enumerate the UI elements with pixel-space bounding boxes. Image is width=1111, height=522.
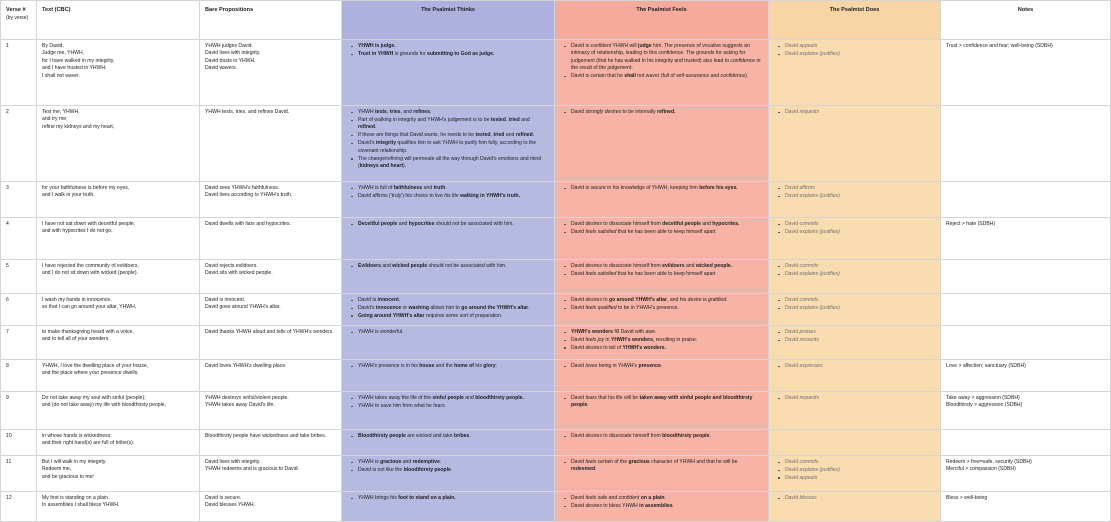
feels-item: David is certain that he shall not waver (full of self-assurance and confidence). bbox=[567, 73, 763, 80]
verse-text-line: I wash my hands in innocence, bbox=[42, 297, 112, 303]
thinks-item: YHWH takes away the life of the sinful people and bloodthirsty people. bbox=[354, 395, 549, 402]
cell-psalmist-thinks bbox=[342, 456, 555, 492]
cell-bare-propositions bbox=[200, 218, 342, 260]
cell-psalmist-feels bbox=[555, 326, 769, 360]
verse-text-line: I have rejected the community of evildoers, bbox=[42, 263, 139, 269]
does-item-list bbox=[774, 109, 935, 116]
cell-verse-text bbox=[37, 430, 200, 456]
cell-verse-number: 8 bbox=[1, 360, 37, 392]
feels-item: David is secure in his knowledge of YHWH, keeping him before his eyes. bbox=[567, 185, 763, 192]
column-header-verse bbox=[1, 1, 37, 40]
feels-item: David feels satisfied that he has been able to keep himself apart bbox=[567, 271, 763, 278]
column-header-psalmist-does: The Psalmist Does bbox=[769, 1, 941, 40]
thinks-item-list bbox=[347, 459, 549, 474]
verse-text-line: In assemblies I shall bless YHWH. bbox=[42, 502, 120, 509]
feels-item: David feels satisfied that he has been able to keep himself apart bbox=[567, 229, 763, 236]
feels-item-list bbox=[560, 297, 763, 312]
cell-verse-number: 12 bbox=[1, 492, 37, 522]
cell-bare-propositions bbox=[200, 182, 342, 218]
feels-item-list bbox=[560, 221, 763, 236]
does-item: David recounts bbox=[781, 337, 935, 344]
feels-item: David desires to dissociate himself from bloodthirsty people. bbox=[567, 433, 763, 440]
thinks-item: YHWH is wonderful. bbox=[354, 329, 549, 336]
does-item: David explains (justifies) bbox=[781, 305, 935, 312]
verse-text-line: to make thanksgiving heard with a voice, bbox=[42, 329, 134, 335]
cell-psalmist-feels bbox=[555, 182, 769, 218]
thinks-item: Deceitful people and hypocrites should not be associated with him. bbox=[354, 221, 549, 228]
cell-bare-propositions bbox=[200, 492, 342, 522]
thinks-item-list bbox=[347, 185, 549, 200]
cell-verse-text bbox=[37, 260, 200, 294]
bare-proposition-line: YHWH destroys sinful/violent people. bbox=[205, 395, 289, 401]
bare-proposition-line: David is innocent. bbox=[205, 297, 246, 303]
bare-proposition-line: David loves YHWH's dwelling place. bbox=[205, 363, 287, 369]
verse-text-line: Judge me, YHWH, bbox=[42, 50, 85, 57]
does-item: David explains (justifies) bbox=[781, 229, 935, 236]
cell-verse-text bbox=[37, 492, 200, 522]
cell-psalmist-does bbox=[769, 360, 941, 392]
bare-proposition-line: David sees YHWH's faithfulness. bbox=[205, 185, 280, 191]
cell-psalmist-thinks bbox=[342, 492, 555, 522]
verse-text-line: I shall not waver. bbox=[42, 72, 80, 79]
cell-psalmist-does bbox=[769, 182, 941, 218]
table-row bbox=[1, 40, 1111, 106]
cell-verse-number: 7 bbox=[1, 326, 37, 360]
cell-psalmist-feels bbox=[555, 360, 769, 392]
cell-verse-number: 6 bbox=[1, 294, 37, 326]
table-row bbox=[1, 218, 1111, 260]
feels-item: YHWH's wonders fill David with awe. bbox=[567, 329, 763, 336]
cell-verse-text bbox=[37, 106, 200, 182]
cell-psalmist-thinks bbox=[342, 360, 555, 392]
cell-verse-text bbox=[37, 40, 200, 106]
feels-item: David loves being in YHWH's presence. bbox=[567, 363, 763, 370]
cell-psalmist-thinks bbox=[342, 40, 555, 106]
does-item: David explains (justifies) bbox=[781, 467, 935, 474]
verse-text-line: refine my kidneys and my heart, bbox=[42, 123, 115, 130]
cell-bare-propositions bbox=[200, 430, 342, 456]
feels-item-list bbox=[560, 459, 763, 474]
thinks-item: David's innocence or washing allows him to go around the YHWH's altar. bbox=[354, 305, 549, 312]
cell-notes bbox=[941, 40, 1111, 106]
thinks-item: Evildoers and wicked people should not be associated with him. bbox=[354, 263, 549, 270]
does-item: David blesses bbox=[781, 495, 935, 502]
bare-proposition-line: David lives with integrity. bbox=[205, 459, 261, 465]
cell-bare-propositions bbox=[200, 360, 342, 392]
bare-proposition-line: YHWH judges David. bbox=[205, 43, 253, 49]
does-item: David explains (justifies) bbox=[781, 271, 935, 278]
cell-psalmist-does bbox=[769, 106, 941, 182]
cell-psalmist-thinks bbox=[342, 326, 555, 360]
bare-proposition-line: David rejects evildoers. bbox=[205, 263, 258, 269]
does-item: David appeals bbox=[781, 475, 935, 482]
cell-psalmist-feels bbox=[555, 218, 769, 260]
feels-item-list bbox=[560, 185, 763, 192]
cell-notes bbox=[941, 182, 1111, 218]
note-line: Reject > hate (SDBH) bbox=[946, 221, 996, 227]
cell-psalmist-thinks bbox=[342, 294, 555, 326]
cell-psalmist-feels bbox=[555, 260, 769, 294]
bare-proposition-line: David wavers. bbox=[205, 65, 237, 72]
bare-proposition-line: David trusts in YHWH. bbox=[205, 57, 256, 64]
verse-text-line: I have not sat down with deceitful people, bbox=[42, 221, 136, 227]
verse-text-line: and I walk in your truth. bbox=[42, 192, 95, 199]
cell-verse-text bbox=[37, 218, 200, 260]
does-item-list bbox=[774, 329, 935, 344]
thinks-item-list bbox=[347, 329, 549, 336]
thinks-item: The change/refining will permeate all the way through David's emotions and mind (kidneys and heart). bbox=[354, 156, 549, 171]
cell-bare-propositions bbox=[200, 294, 342, 326]
note-line: Bloodthirsty > aggression (SDBH) bbox=[946, 402, 1023, 409]
cell-psalmist-feels bbox=[555, 294, 769, 326]
feels-item: David feels joy in YHWH's wonders, resulting in praise. bbox=[567, 337, 763, 344]
verse-text-line: and try me; bbox=[42, 116, 68, 123]
verse-text-line: and to tell all of your wonders. bbox=[42, 336, 110, 343]
column-header-bare-propositions: Bare Propositions bbox=[200, 1, 342, 40]
thinks-item-list bbox=[347, 43, 549, 58]
cell-verse-number: 2 bbox=[1, 106, 37, 182]
cell-verse-text bbox=[37, 360, 200, 392]
thinks-item-list bbox=[347, 363, 549, 370]
column-header-notes: Notes bbox=[941, 1, 1111, 40]
table-row bbox=[1, 392, 1111, 430]
does-item: David explains (justifies) bbox=[781, 51, 935, 58]
table-row bbox=[1, 456, 1111, 492]
does-item-list bbox=[774, 495, 935, 502]
column-header-verse-label: Verse # bbox=[6, 7, 26, 13]
cell-verse-text bbox=[37, 294, 200, 326]
cell-bare-propositions bbox=[200, 326, 342, 360]
feels-item-list bbox=[560, 433, 763, 440]
cell-psalmist-does bbox=[769, 218, 941, 260]
feels-item-list bbox=[560, 495, 763, 510]
feels-item: David desires to dissociate himself from evildoers and wicked people. bbox=[567, 263, 763, 270]
cell-psalmist-does bbox=[769, 492, 941, 522]
thinks-item-list bbox=[347, 109, 549, 170]
verse-text-line: By David. bbox=[42, 43, 64, 49]
verse-text-line: Redeem me, bbox=[42, 466, 72, 473]
cell-notes bbox=[941, 492, 1111, 522]
note-line: Take away > aggression (SDBH) bbox=[946, 395, 1020, 401]
cell-verse-number: 1 bbox=[1, 40, 37, 106]
thinks-item: David is innocent. bbox=[354, 297, 549, 304]
bare-proposition-line: David lives with integrity. bbox=[205, 50, 261, 57]
bare-proposition-line: YHWH takes away David's life. bbox=[205, 402, 275, 409]
feels-item-list bbox=[560, 329, 763, 352]
thinks-item-list bbox=[347, 297, 549, 320]
thinks-item-list bbox=[347, 263, 549, 270]
does-item: David explains (justifies) bbox=[781, 193, 935, 200]
does-item-list bbox=[774, 459, 935, 482]
thinks-item: Trust in YHWH is grounds for submitting to God as judge. bbox=[354, 51, 549, 58]
cell-verse-text bbox=[37, 456, 200, 492]
cell-psalmist-feels bbox=[555, 40, 769, 106]
feels-item-list bbox=[560, 395, 763, 410]
thinks-item: YHWH is gracious and redemptive. bbox=[354, 459, 549, 466]
cell-psalmist-thinks bbox=[342, 218, 555, 260]
table-row bbox=[1, 326, 1111, 360]
feels-item: David desires to tell of YHWH's wonders. bbox=[567, 345, 763, 352]
thinks-item: David affirms ('truly') his choice to live his life walking in YHWH's truth. bbox=[354, 193, 549, 200]
cell-psalmist-does bbox=[769, 260, 941, 294]
cell-psalmist-feels bbox=[555, 106, 769, 182]
verse-text-line: and I have trusted in YHWH. bbox=[42, 65, 107, 72]
verse-text-line: and be gracious to me! bbox=[42, 473, 94, 480]
cell-bare-propositions bbox=[200, 40, 342, 106]
feels-item: David feels qualified to be in YHWH's presence. bbox=[567, 305, 763, 312]
does-item: David requests bbox=[781, 395, 935, 402]
thinks-item: YHWH's presence is in his house and the home of his glory. bbox=[354, 363, 549, 370]
table-row bbox=[1, 294, 1111, 326]
cell-verse-number: 9 bbox=[1, 392, 37, 430]
feels-item: David feels certain of the gracious character of YHWH and that he will be redeemed. bbox=[567, 459, 763, 474]
feels-item-list bbox=[560, 109, 763, 116]
cell-psalmist-thinks bbox=[342, 106, 555, 182]
note-line: Trust > confidence and fear; well-being (SDBH) bbox=[946, 43, 1053, 49]
feels-item: David desires to dissociate himself from deceitful people and hypocrites. bbox=[567, 221, 763, 228]
note-line: Bless > well-being bbox=[946, 495, 988, 501]
bare-proposition-line: YHWH tests, tries, and refines David. bbox=[205, 109, 290, 115]
verse-text-line: and (do not take away) my life with bloodthirsty people, bbox=[42, 402, 167, 409]
verse-text-line: My foot is standing on a plain. bbox=[42, 495, 110, 501]
bare-proposition-line: David is secure. bbox=[205, 495, 242, 501]
thinks-item-list bbox=[347, 395, 549, 410]
cell-psalmist-feels bbox=[555, 492, 769, 522]
feels-item: David desires to bless YHWH in assemblies. bbox=[567, 503, 763, 510]
cell-notes bbox=[941, 456, 1111, 492]
cell-bare-propositions bbox=[200, 106, 342, 182]
thinks-item: Bloodthirsty people are wicked and take bribes. bbox=[354, 433, 549, 440]
column-header-text: Text (CBC) bbox=[37, 1, 200, 40]
does-item: David requests bbox=[781, 109, 935, 116]
cell-psalmist-does bbox=[769, 456, 941, 492]
cell-verse-text bbox=[37, 182, 200, 218]
feels-item: David strongly desires to be internally refined. bbox=[567, 109, 763, 116]
verse-text-line: Test me, YHWH, bbox=[42, 109, 80, 115]
verse-text-line: Do not take away my soul with sinful (people); bbox=[42, 395, 146, 401]
table-row bbox=[1, 106, 1111, 182]
thinks-item: YHWH is judge. bbox=[354, 43, 549, 50]
cell-psalmist-thinks bbox=[342, 392, 555, 430]
does-item-list bbox=[774, 221, 935, 236]
thinks-item-list bbox=[347, 433, 549, 440]
cell-bare-propositions bbox=[200, 260, 342, 294]
verse-text-line: for I have walked in my integrity, bbox=[42, 57, 115, 64]
table-body bbox=[1, 40, 1111, 522]
verse-text-line: and with hypocrites I do not go. bbox=[42, 228, 113, 235]
table-row bbox=[1, 492, 1111, 522]
feels-item-list bbox=[560, 263, 763, 278]
does-item-list bbox=[774, 263, 935, 278]
feels-item-list bbox=[560, 363, 763, 370]
does-item: David affirms bbox=[781, 185, 935, 192]
does-item-list bbox=[774, 43, 935, 58]
cell-psalmist-does bbox=[769, 430, 941, 456]
does-item: David praises bbox=[781, 329, 935, 336]
cell-psalmist-feels bbox=[555, 392, 769, 430]
feels-item: David feels safe and confident on a plain. bbox=[567, 495, 763, 502]
thinks-item: Going around YHWH's altar requires some sort of preparation. bbox=[354, 313, 549, 320]
cell-psalmist-thinks bbox=[342, 260, 555, 294]
cell-notes bbox=[941, 106, 1111, 182]
does-item: David commits bbox=[781, 221, 935, 228]
note-line: Love > affection; sanctuary (SDBH) bbox=[946, 363, 1026, 369]
thinks-item: David's integrity qualifies him to ask YHWH to purify him fully, according to the covenant relationship. bbox=[354, 140, 549, 155]
does-item-list bbox=[774, 297, 935, 312]
cell-bare-propositions bbox=[200, 456, 342, 492]
does-item: David commits bbox=[781, 459, 935, 466]
cell-verse-number: 10 bbox=[1, 430, 37, 456]
does-item: David commits bbox=[781, 297, 935, 304]
cell-notes bbox=[941, 392, 1111, 430]
bare-proposition-line: YHWH redeems and is gracious to David. bbox=[205, 466, 299, 473]
verse-text-line: so that I can go around your altar, YHWH, bbox=[42, 304, 137, 311]
cell-notes bbox=[941, 360, 1111, 392]
bare-proposition-line: David goes around YHWH's altar. bbox=[205, 304, 281, 311]
cell-verse-text bbox=[37, 392, 200, 430]
feels-item: David is confident YHWH will judge him. The presence of vocative suggests an intimacy of relationship, leading to this confidence. The grounds for asking for judgement (that he has walked in his integrity and trusted) also lead to confidence in the result of the judgement. bbox=[567, 43, 763, 73]
feels-item: David desires to go around YHWH's altar, and his desire is gratified. bbox=[567, 297, 763, 304]
cell-psalmist-feels bbox=[555, 430, 769, 456]
thinks-item: If these are things that David wants, he needs to be tested, tried and refined. bbox=[354, 132, 549, 139]
bare-proposition-line: David dwells with liars and hypocrites. bbox=[205, 221, 291, 227]
thinks-item: YHWH to save him from what he fears. bbox=[354, 403, 549, 410]
cell-psalmist-feels bbox=[555, 456, 769, 492]
does-item: David commits bbox=[781, 263, 935, 270]
cell-bare-propositions bbox=[200, 392, 342, 430]
verse-text-line: But I will walk in my integrity. bbox=[42, 459, 107, 465]
thinks-item-list bbox=[347, 495, 549, 502]
cell-verse-number: 11 bbox=[1, 456, 37, 492]
verse-text-line: YHWH, I love the dwelling place of your house, bbox=[42, 363, 149, 369]
thinks-item-list bbox=[347, 221, 549, 228]
cell-psalmist-does bbox=[769, 40, 941, 106]
verse-text-line: and their right hand(s) are full of bribe(s). bbox=[42, 440, 135, 447]
verse-text-line: for your faithfulness is before my eyes, bbox=[42, 185, 130, 191]
does-item: David appeals bbox=[781, 43, 935, 50]
does-item-list bbox=[774, 185, 935, 200]
feels-item-list bbox=[560, 43, 763, 81]
table-row bbox=[1, 360, 1111, 392]
thinks-item: David is not like the bloodthirsty people. bbox=[354, 467, 549, 474]
verse-text-line: and I do not sit down with wicked (people). bbox=[42, 270, 138, 277]
cell-psalmist-does bbox=[769, 294, 941, 326]
cell-psalmist-does bbox=[769, 392, 941, 430]
bare-proposition-line: Bloodthirsty people have wickedness and take bribes. bbox=[205, 433, 327, 439]
verse-text-line: in whose hands is wickedness; bbox=[42, 433, 112, 439]
table-header-row bbox=[1, 1, 1111, 40]
does-item: David expresses bbox=[781, 363, 935, 370]
thinks-item: Part of walking in integrity and YHWH's judgement is to be tested, tried and refined. bbox=[354, 117, 549, 132]
cell-verse-text bbox=[37, 326, 200, 360]
table-row bbox=[1, 260, 1111, 294]
column-header-psalmist-feels: The Psalmist Feels bbox=[555, 1, 769, 40]
cell-notes bbox=[941, 326, 1111, 360]
verse-text-line: and the place where your presence dwells. bbox=[42, 370, 139, 377]
thinks-item: YHWH tests, tries, and refines. bbox=[354, 109, 549, 116]
does-item-list bbox=[774, 363, 935, 370]
thinks-item: YHWH is full of faithfulness and truth. bbox=[354, 185, 549, 192]
cell-verse-number: 3 bbox=[1, 182, 37, 218]
bare-proposition-line: David thanks YHWH aloud and tells of YHWH's wonders. bbox=[205, 329, 334, 335]
cell-psalmist-thinks bbox=[342, 430, 555, 456]
bare-proposition-line: David sits with wicked people. bbox=[205, 270, 273, 277]
feels-item: David fears that his life will be taken away with sinful people and bloodthirsty people. bbox=[567, 395, 763, 410]
does-item-list bbox=[774, 395, 935, 402]
cell-notes bbox=[941, 430, 1111, 456]
column-header-verse-sublabel: (by verse) bbox=[6, 15, 29, 22]
bare-proposition-line: David blesses YHWH. bbox=[205, 502, 256, 509]
cell-notes bbox=[941, 218, 1111, 260]
cell-psalmist-does bbox=[769, 326, 941, 360]
thinks-item: YHWH brings his foot to stand on a plain. bbox=[354, 495, 549, 502]
note-line: Merciful > compassion (SDBH) bbox=[946, 466, 1016, 473]
column-header-psalmist-thinks: The Psalmist Thinks bbox=[342, 1, 555, 40]
cell-notes bbox=[941, 260, 1111, 294]
table-row bbox=[1, 182, 1111, 218]
cell-verse-number: 4 bbox=[1, 218, 37, 260]
bare-proposition-line: David lives according to YHWH's truth. bbox=[205, 192, 293, 199]
table-row bbox=[1, 430, 1111, 456]
cell-verse-number: 5 bbox=[1, 260, 37, 294]
cell-psalmist-thinks bbox=[342, 182, 555, 218]
note-line: Redeem > free=safe, security (SDBH) bbox=[946, 459, 1032, 465]
cell-notes bbox=[941, 294, 1111, 326]
